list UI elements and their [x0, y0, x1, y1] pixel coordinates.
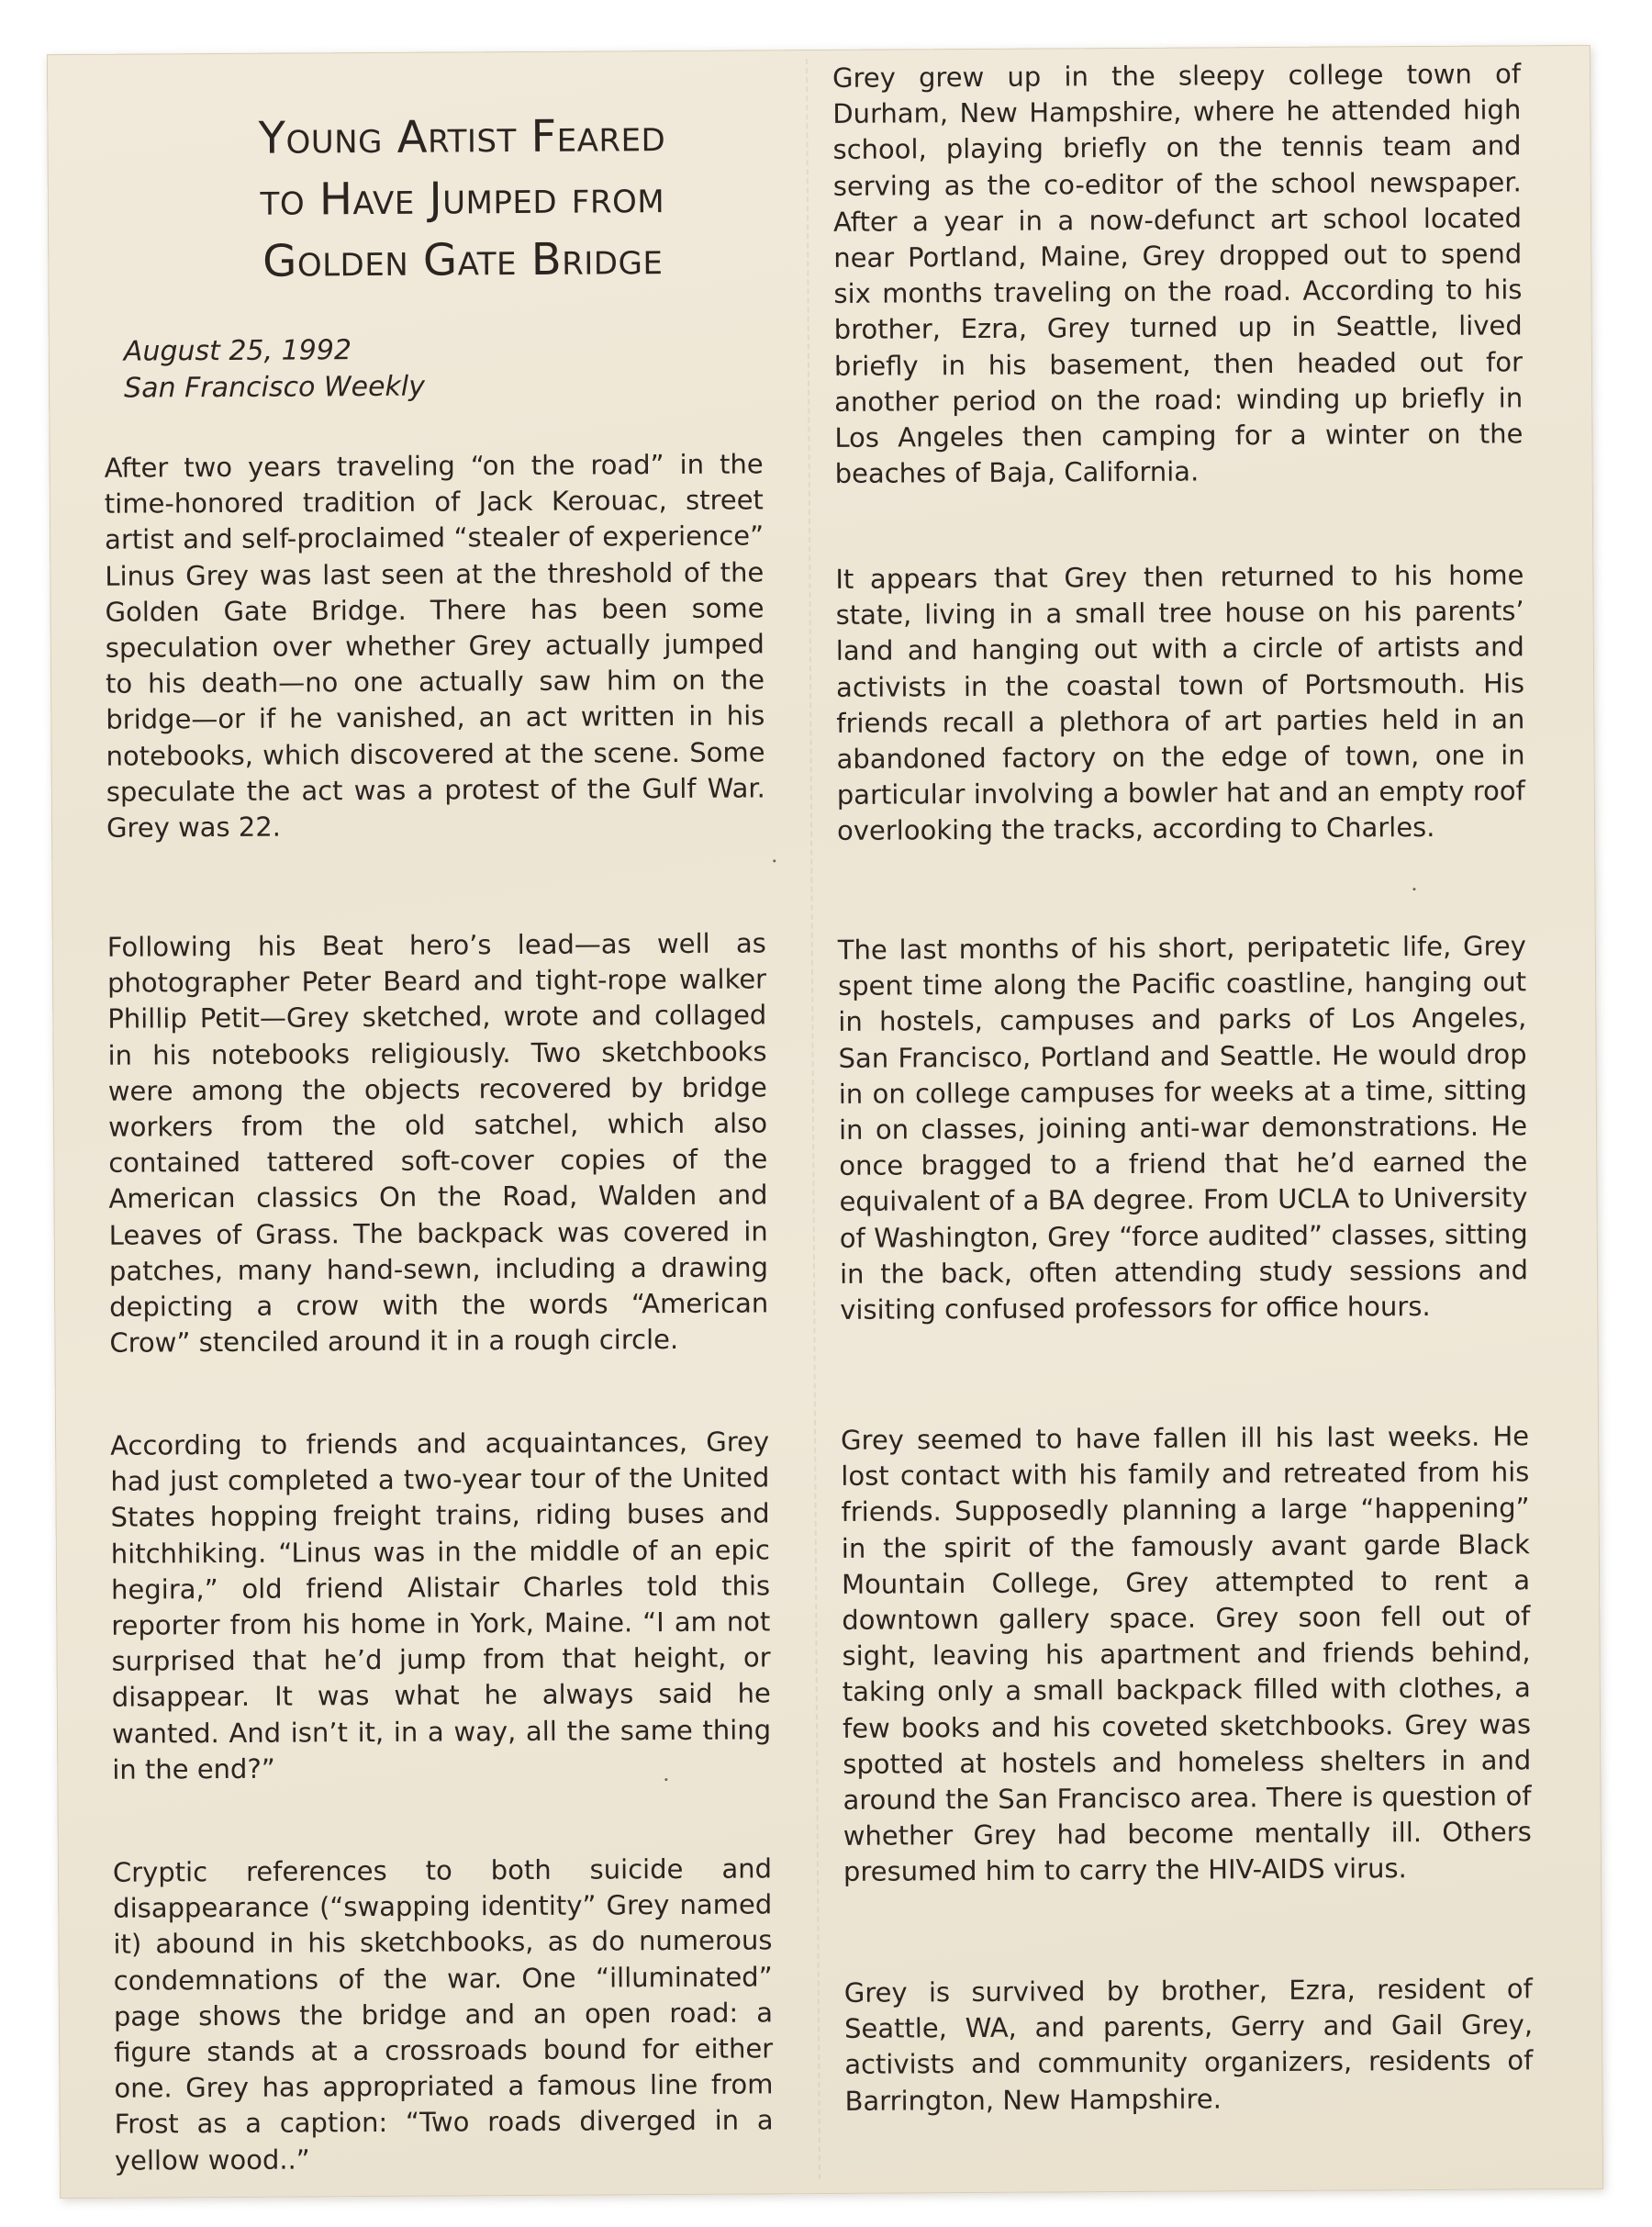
article-paragraph-2: Following his Beat hero’s lead—as well as photographer Peter Beard and tight-rope walker Phillip Petit—Grey sketched, wrote and collaged in his notebooks religiously. Two sketchbooks were among the objects recovered by bridge workers from the old satchel, which also contained tattered soft-cover copies of the American classics On the Road, Walden and Leaves of Grass. The backpack was covered in patches, many hand-sewn, including a drawing depicting a crow with the words “American Crow” stenciled around it in a rough circle.: [106, 927, 769, 1360]
right-column: [812, 45, 1537, 2117]
paper-speck: [664, 1778, 667, 1781]
article-paragraph-3: According to friends and acquaintances, Grey had just completed a two-year tour of the United States hopping freight trains, riding buses and hitchhiking. “Linus was in the middle of an epic hegira,” old friend Alistair Charles told this reporter from his home in York, Maine. “I am not surprised that he’d jump from that height, or disappear. It was what he always said he wanted. And isn’t it, in a way, all the same thing in the end?”: [110, 1426, 772, 1785]
paper-speck: [1412, 888, 1415, 890]
article-paragraph-4: Cryptic references to both suicide and disappearance (“swapping identity” Grey named it) abound in his sketchbooks, as do numerous condemnations of the war. One “illuminated” page shows the bridge and an open road: a figure stands at a crossroads bound for either one. Grey has appropriated a famous line from Frost as a caption: “Two roads diverged in a yellow wood..”: [112, 1852, 774, 2177]
article-paragraph-1: After two years traveling “on the road” in the time-honored tradition of Jack Kerouac, street artist and self-proclaimed “stealer of experience” Linus Grey was last seen at the threshold of the Golden Gate Bridge. There has been some speculation over whether Grey actually jumped to his death—no one actually saw him on the bridge—or if he vanished, an act written in his notebooks, which discovered at the scene. Some speculate the act was a protest of the Gulf War. Grey was 22.: [104, 448, 765, 844]
left-column: [74, 50, 774, 2177]
headline-line-1: Young Artist Feared: [258, 110, 666, 164]
paper-speck: [773, 859, 776, 862]
newspaper-clipping: [47, 45, 1603, 2199]
article-paragraph-5: Grey grew up in the sleepy college town of Durham, New Hampshire, where he attended high school, playing briefly on the tennis team and serving as the co-editor of the school newspaper. After a year in a now-defunct art school located near Portland, Maine, Grey dropped out to spend six months traveling on the road. According to his brother, Ezra, Grey turned up in Seattle, lived briefly in his basement, then headed out for another period on the road: winding up briefly in Los Angeles then camping for a winter on the beaches of Baja, California.: [832, 58, 1524, 490]
article-paragraph-7: The last months of his short, peripatetic life, Grey spent time along the Pacific coastline, hanging out in hostels, campuses and parks of Los Angeles, San Francisco, Portland and Seattle. He would drop in on college campuses for weeks at a time, sitting in on classes, joining anti-war demonstrations. He once bragged to a friend that he’d earned the equivalent of a BA degree. From UCLA to University of Washington, Grey “force audited” classes, sitting in the back, often attending study sessions and visiting confused professors for office hours.: [837, 930, 1529, 1326]
headline: [177, 106, 747, 294]
article-date: August 25, 1992: [123, 334, 352, 368]
headline-line-2: to Have Jumped from: [260, 172, 665, 226]
headline-line-3: Golden Gate Bridge: [262, 233, 664, 287]
article-paragraph-6: It appears that Grey then returned to his home state, living in a small tree house on his parents’ land and hanging out with a circle of artists and activists in the coastal town of Portsmouth. His friends recall a plethora of art parties held in an abandoned factory on the edge of town, one in particular involving a bowler hat and an empty roof overlooking the tracks, according to Charles.: [835, 559, 1525, 847]
publication-name: San Francisco Weekly: [123, 370, 426, 405]
dateline: [124, 332, 425, 408]
article-paragraph-8: Grey seemed to have fallen ill his last weeks. He lost contact with his family and retreated from his friends. Supposedly planning a large “happening” in the spirit of the famously avant garde Black Mountain College, Grey attempted to rent a downtown gallery space. Grey soon fell out of sight, leaving his apartment and friends behind, taking only a small backpack filled with clothes, a few books and his coveted sketchbooks. Grey was spotted at hostels and homeless shelters in and around the San Francisco area. There is question of whether Grey had become mentally ill. Others presumed him to carry the HIV-AIDS virus.: [841, 1420, 1532, 1888]
article-paragraph-9: Grey is survived by brother, Ezra, resident of Seattle, WA, and parents, Gerry and Gail Grey, activists and community organizers, residents of Barrington, New Hampshire.: [843, 1973, 1534, 2117]
